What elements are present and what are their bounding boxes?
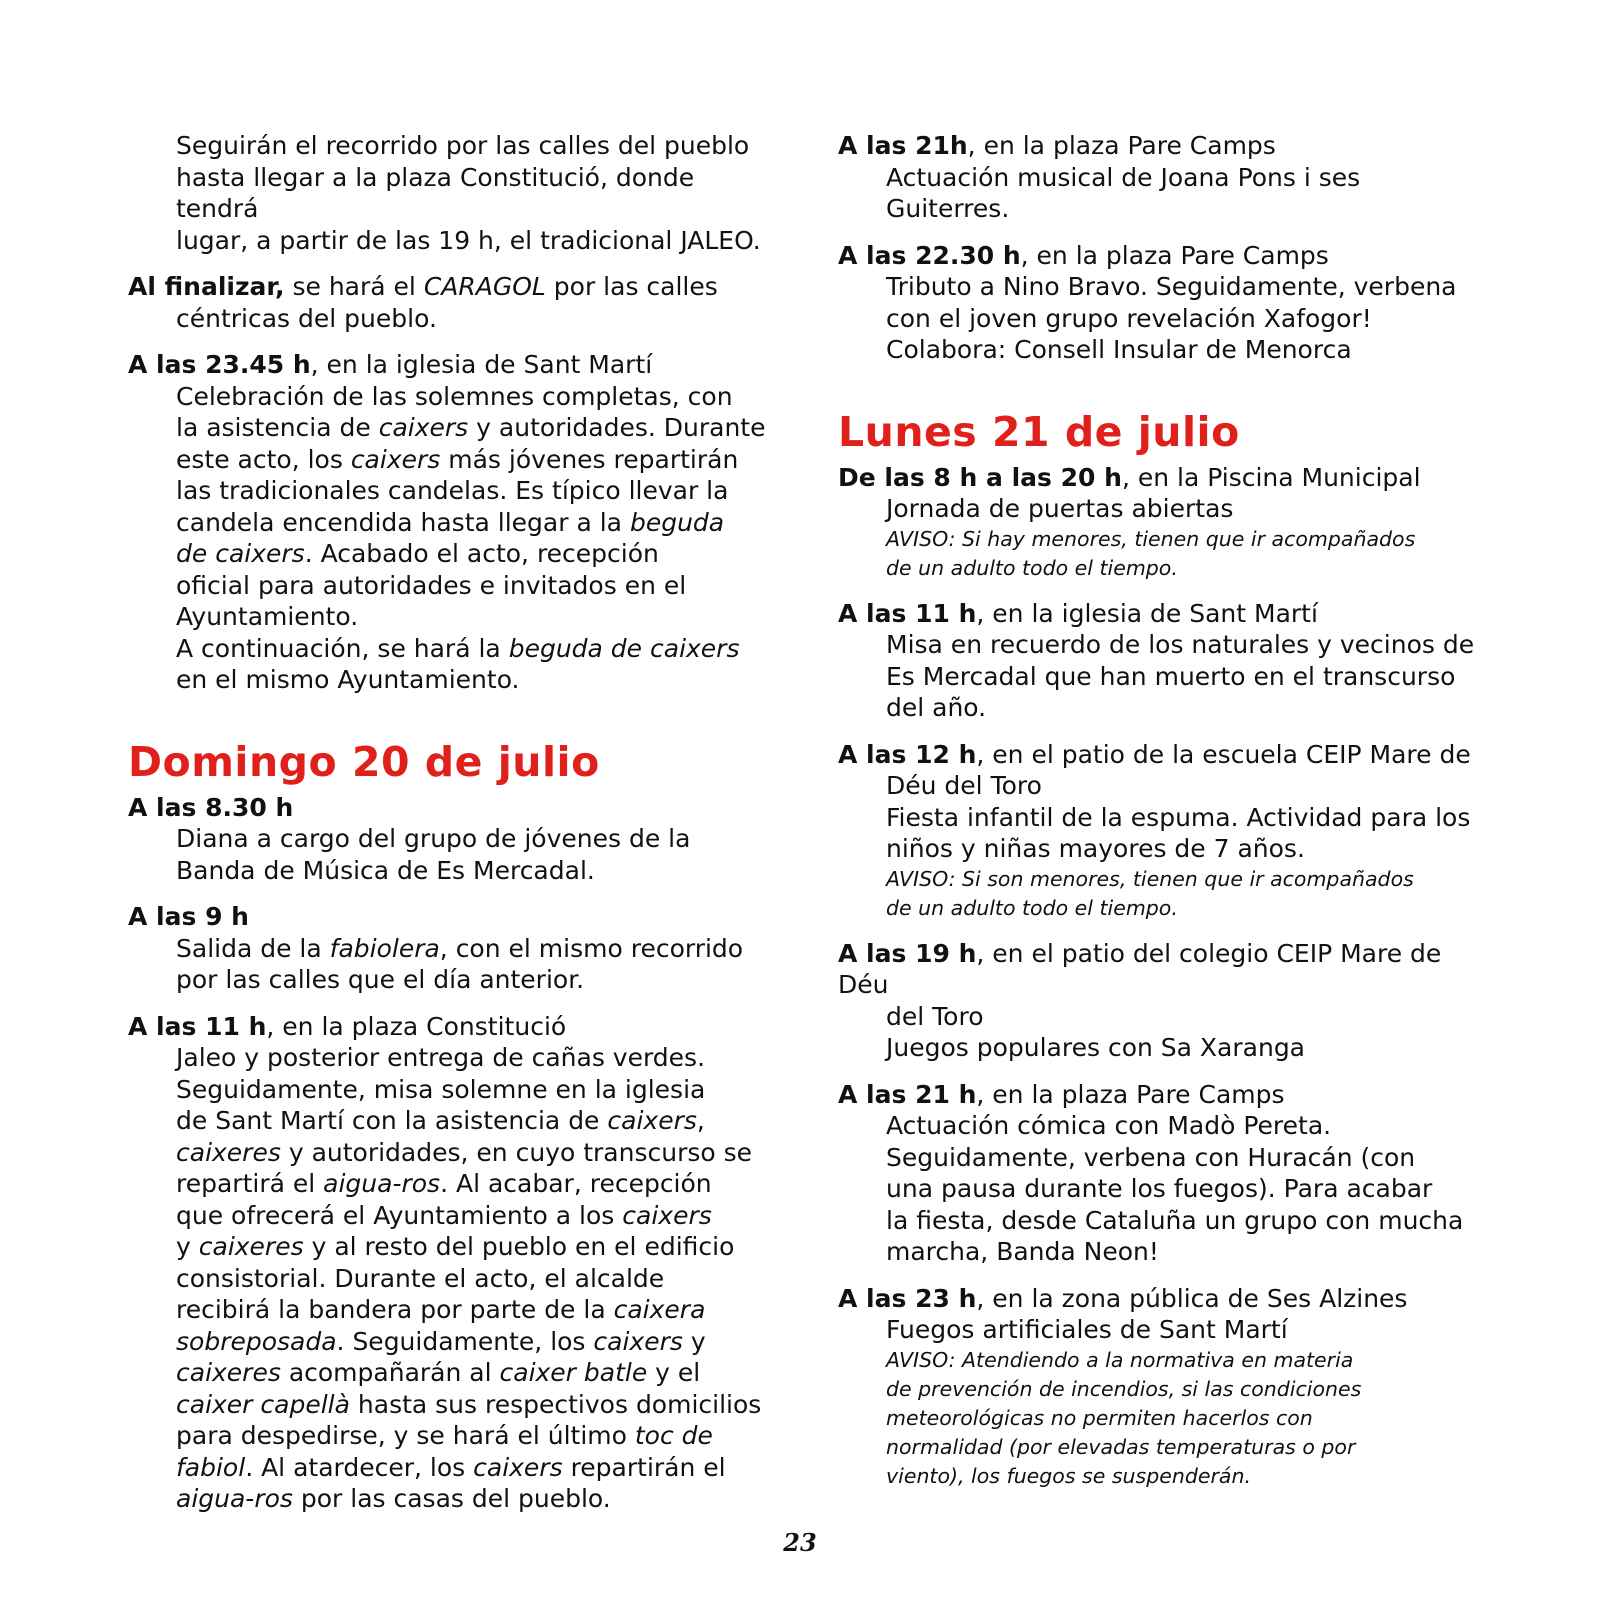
italic-term: caixeres [198,1232,304,1261]
text-line: Juegos populares con Sa Xaranga [886,1033,1306,1062]
entry-heading [838,462,1478,494]
entry-place: , en la plaza Pare Camps [976,1079,1285,1109]
text-line: Diana a cargo del grupo de jóvenes de la [176,824,691,853]
notice-line: AVISO: Si son menores, tienen que ir acompañados [886,866,1414,891]
entry-heading [128,271,768,303]
entry-description [838,271,1478,366]
entry-notice [838,1346,1478,1491]
text-span: , con el mismo recorrido [439,933,744,963]
entry-place: , en el patio del colegio CEIP Mare de Déu [838,938,1442,999]
entry-heading [838,598,1478,630]
text-line: una pausa durante los fuegos). Para acabar [886,1174,1433,1203]
text-line: Ayuntamiento. [176,602,359,631]
entry-time: A las 19 h [838,938,977,968]
left-column [128,130,768,1530]
text-line: marcha, Banda Neon! [886,1237,1159,1266]
notice-line: AVISO: Atendiendo a la normativa en materia [886,1347,1354,1372]
text-line [176,444,768,476]
italic-term: beguda [629,507,725,537]
italic-term: caixera [613,1295,706,1324]
text-line: Celebración de las solemnes completas, con [176,381,733,411]
text-span: y [682,1326,706,1356]
entry-description [128,823,768,886]
notice-line: de un adulto todo el tiempo. [886,895,1178,920]
text-span: repartirá el [176,1169,324,1198]
entry-description [838,1110,1478,1268]
text-line: Déu del Toro [886,771,1042,800]
italic-term: caixers [473,1452,563,1482]
text-span: . Al atardecer, los [245,1452,474,1482]
fuegos-entry [838,1283,1478,1491]
fabiolera-entry [128,901,768,996]
entry-description: Jornada de puertas abiertas [886,494,1234,523]
text-line: hasta llegar a la plaza Constitució, donde tendrá [176,162,695,223]
italic-term: caixer batle [499,1358,648,1387]
text-line: Seguidamente, verbena con Huracán (con [886,1142,1416,1172]
italic-term: CARAGOL [423,272,546,301]
text-span: A continuación, se hará la [176,633,509,663]
text-line: Fiesta infantil de la espuma. Actividad para los [886,802,1471,832]
text-span: más jóvenes repartirán [440,444,739,474]
text-line: Actuación cómica con Madò Pereta. [886,1111,1332,1140]
text-line [176,1420,768,1452]
text-line [176,1200,768,1232]
intro-entry [128,130,768,256]
text-line: con el joven grupo revelación Xafogor! [886,303,1372,333]
completas-entry [128,349,768,696]
juegos-entry [838,938,1478,1064]
text-line [176,1389,768,1421]
comica-entry [838,1079,1478,1268]
entry-description [838,162,1478,225]
entry-description [128,381,768,696]
text-line: Seguirán el recorrido por las calles del pueblo [176,131,750,160]
italic-term: de caixers [176,539,305,568]
text-line [176,1294,768,1326]
text-span: candela encendida hasta llegar a la [176,507,630,537]
notice-line: meteorológicas no permiten hacerlos con [886,1405,1313,1430]
jaleo-entry [128,1011,768,1515]
entry-time: A las 11 h [128,1011,267,1041]
entry-notice [838,525,1478,583]
italic-term: fabiolera [329,933,440,963]
entry-description: céntricas del pueblo. [176,303,437,333]
text-span: acompañarán al [280,1358,500,1387]
entry-time: A las 12 h [838,739,977,769]
text-span: repartirán el [562,1452,726,1482]
text-span: recibirá la bandera por parte de la [176,1295,614,1324]
text-line: Banda de Música de Es Mercadal. [176,855,595,885]
entry-time: A las 22.30 h [838,240,1021,270]
notice-line: viento), los fuegos se suspenderán. [886,1463,1251,1488]
text-span: . Seguidamente, los [336,1326,594,1356]
text-span: y autoridades. Durante [468,413,766,442]
text-line: niños y niñas mayores de 7 años. [886,834,1305,863]
entry-place: , en la plaza Pare Camps [1020,240,1329,270]
text-span: se hará el [284,272,424,301]
right-column [838,130,1478,1506]
italic-term: caixeres [176,1137,281,1167]
text-line [176,1326,768,1358]
text-line [176,507,768,539]
entry-heading [838,240,1478,272]
text-span: para despedirse, y se hará el último [176,1421,635,1450]
entry-heading [128,1011,768,1043]
text-span: . Acabado el acto, recepción [304,539,659,568]
text-line: Misa en recuerdo de los naturales y vecinos de [886,630,1475,659]
italic-term: toc de [634,1421,713,1450]
entry-notice [838,865,1478,923]
entry-time: A las 21h [838,131,968,160]
entry-time: A las 21 h [838,1079,977,1109]
italic-term: fabiol [176,1452,246,1482]
entry-place: , en la iglesia de Sant Martí [976,598,1318,628]
entry-description [838,770,1478,865]
entry-place: , en el patio de la escuela CEIP Mare de [976,739,1471,769]
intro-text [128,130,768,256]
entry-heading [838,938,1478,1001]
text-line [176,1105,768,1137]
entry-description: Fuegos artificiales de Sant Martí [886,1315,1288,1344]
italic-term: caixers [350,444,441,474]
espuma-entry [838,739,1478,923]
text-line [176,633,768,665]
text-span: de Sant Martí con la asistencia de [176,1106,608,1135]
text-span: y al resto del pueblo en el edificio [303,1232,735,1261]
entry-description [838,629,1478,724]
text-span: . Al acabar, recepción [440,1169,712,1198]
misa-entry [838,598,1478,724]
notice-line: de prevención de incendios, si las condiciones [886,1376,1362,1401]
text-line [176,538,768,570]
entry-heading [128,901,768,933]
entry-time: A las 9 h [128,902,249,931]
entry-time: A las 23.45 h [128,350,311,379]
text-line: del año. [886,693,987,722]
italic-term: sobreposada [176,1326,337,1356]
text-span: que ofrecerá el Ayuntamiento a los [176,1200,623,1230]
entry-place: , en la zona pública de Ses Alzines [976,1283,1408,1313]
text-span: , [696,1106,705,1135]
text-line: las tradicionales candelas. Es típico llevar la [176,476,729,505]
entry-time: A las 11 h [838,598,977,628]
text-line: Guiterres. [886,194,1010,223]
italic-term: caixers [622,1200,712,1230]
italic-term: caixer capellà [176,1389,350,1419]
entry-place: , en la plaza Pare Camps [967,131,1276,160]
text-line [176,1168,768,1200]
text-line: Actuación musical de Joana Pons i ses [886,162,1361,192]
text-line [176,1231,768,1263]
text-span: este acto, los [176,444,351,474]
entry-heading [838,130,1478,162]
entry-lead: Al finalizar, [128,272,285,301]
entry-time: A las 8.30 h [128,792,294,822]
entry-place: , en la plaza Constitució [266,1011,567,1041]
text-line: lugar, a partir de las 19 h, el tradicional JALEO. [176,225,761,255]
text-span: Salida de la [176,933,330,963]
text-line: la fiesta, desde Cataluña un grupo con mucha [886,1205,1464,1235]
entry-heading [838,739,1478,771]
text-span: hasta sus respectivos domicilios [349,1389,762,1419]
text-span: por las calles [545,272,718,301]
nino-entry [838,240,1478,366]
page-number: 23 [783,1528,817,1557]
entry-time: A las 23 h [838,1283,977,1313]
text-line [176,933,768,965]
entry-description [128,1042,768,1515]
joana-entry [838,130,1478,225]
notice-line: de un adulto todo el tiempo. [886,555,1178,580]
italic-term: caixeres [176,1358,281,1387]
text-span: por las casas del pueblo. [292,1484,611,1513]
text-line [176,1357,768,1389]
italic-term: beguda de caixers [508,633,740,663]
entry-place: , en la Piscina Municipal [1121,462,1421,492]
text-line: en el mismo Ayuntamiento. [176,665,520,694]
text-span: y autoridades, en cuyo transcurso se [280,1137,753,1167]
notice-line: normalidad (por elevadas temperaturas o por [886,1434,1356,1459]
text-line: Tributo a Nino Bravo. Seguidamente, verbena [886,272,1457,301]
piscina-entry [838,462,1478,583]
text-line: del Toro [886,1001,984,1031]
entry-heading [128,792,768,824]
italic-term: caixers [607,1106,697,1135]
day-title-sunday: Domingo 20 de julio [128,737,600,786]
italic-term: caixers [378,413,469,442]
entry-time: De las 8 h a las 20 h [838,462,1122,492]
text-line: oficial para autoridades e invitados en el [176,570,687,600]
entry-description [838,1001,1478,1064]
text-span: y el [647,1358,701,1387]
text-line [176,412,768,444]
text-line: Jaleo y posterior entrega de cañas verdes. [176,1043,706,1072]
day-title-monday: Lunes 21 de julio [838,407,1240,456]
text-line [176,1483,768,1515]
entry-place: , en la iglesia de Sant Martí [310,350,653,379]
italic-term: aigua-ros [176,1484,293,1513]
text-line [176,1452,768,1484]
text-span: la asistencia de [176,413,379,442]
notice-line: AVISO: Si hay menores, tienen que ir acompañados [886,526,1416,551]
entry-description [128,933,768,996]
entry-heading [838,1283,1478,1315]
entry-heading [838,1079,1478,1111]
text-line: Seguidamente, misa solemne en la iglesia [176,1074,706,1104]
text-line [176,1137,768,1169]
text-line: consistorial. Durante el acto, el alcalde [176,1263,665,1293]
italic-term: aigua-ros [323,1169,441,1198]
text-line: por las calles que el día anterior. [176,965,585,994]
diana-entry [128,792,768,887]
italic-term: caixers [593,1326,683,1356]
text-span: y [176,1232,199,1261]
finalizar-entry [128,271,768,334]
text-line: Colabora: Consell Insular de Menorca [886,335,1352,364]
entry-heading [128,349,768,381]
text-line: Es Mercadal que han muerto en el transcurso [886,661,1456,691]
